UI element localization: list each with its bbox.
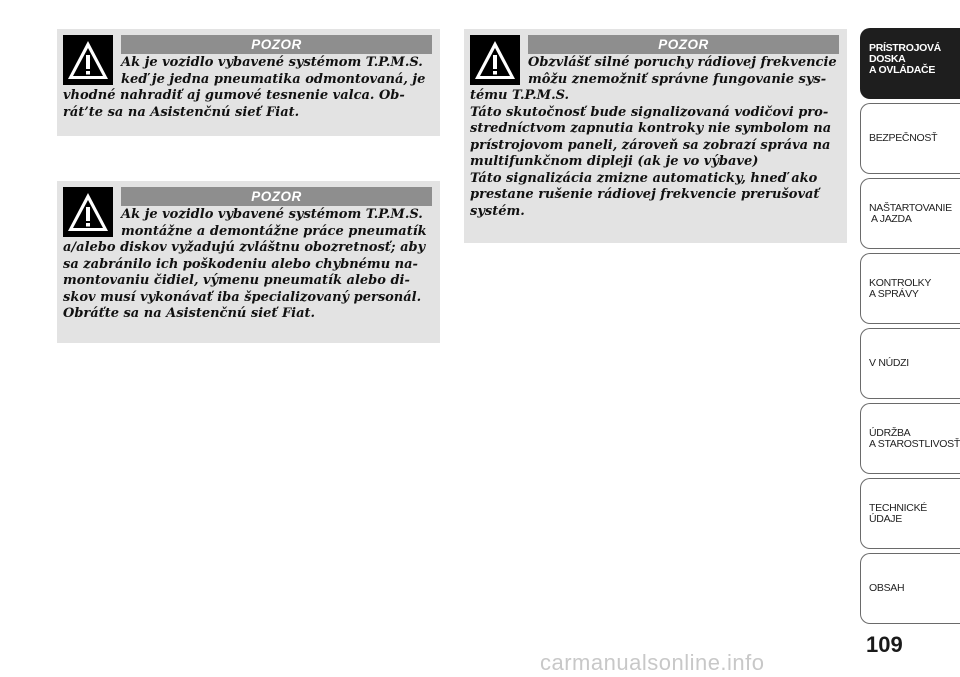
- warning-line: Táto signalizácia zmizne automaticky, hneď ako: [470, 170, 818, 186]
- tab-label: A OVLÁDAČE: [869, 64, 936, 76]
- tab-label: A JAZDA: [869, 212, 912, 225]
- tab-obsah[interactable]: [860, 553, 960, 624]
- warning-line: multifunkčnom dipleji (ak je vo výbave): [470, 154, 759, 169]
- tab-bezpecnost[interactable]: [860, 103, 960, 174]
- warning-box-3: [464, 29, 847, 243]
- warning-line: montážne a demontážne práce pneumatík: [121, 223, 427, 239]
- tab-kontrolky[interactable]: [860, 253, 960, 324]
- tab-label: OBSAH: [869, 582, 905, 594]
- tab-label: DOSKA: [869, 53, 906, 65]
- tab-nastartovanie[interactable]: [860, 178, 960, 249]
- tab-label: A STAROSTLIVOSŤ: [869, 437, 960, 450]
- warning-box-1: [57, 29, 440, 136]
- warning-line: skov musí vykonávať iba špecializovaný personál.: [63, 289, 422, 305]
- warning-first-line: Ak je vozidlo vybavené systémom T.P.M.S.: [121, 55, 423, 70]
- tab-label: PRÍSTROJOVÁ: [869, 42, 941, 54]
- warning-first-line: Ak je vozidlo vybavené systémom T.P.M.S.: [121, 207, 423, 222]
- tab-label: BEZPEČNOSŤ: [869, 132, 938, 144]
- watermark: carmanualsonline.info: [540, 650, 765, 675]
- tab-label: KONTROLKY: [869, 276, 932, 289]
- tab-v-nudzi[interactable]: [860, 328, 960, 399]
- warning-line: sa zabránilo ich poškodeniu alebo chybnému na-: [63, 256, 418, 272]
- tab-label: V NÚDZI: [869, 357, 909, 369]
- page-number: 109: [866, 632, 903, 657]
- warning-text: [470, 55, 841, 220]
- warning-line: rát’te sa na Asistenčnú sieť Fiat.: [63, 104, 300, 120]
- warning-heading: POZOR: [528, 35, 839, 54]
- tab-label: A SPRÁVY: [869, 287, 919, 300]
- warning-line: vhodné nahradiť aj gumové tesnenie valca. Ob-: [63, 88, 405, 103]
- warning-first-line: Obzvlášť silné poruchy rádiovej frekvencie: [528, 55, 837, 70]
- warning-line: montovaniu čidiel, výmenu pneumatík alebo di-: [63, 273, 410, 288]
- tab-udrzba[interactable]: [860, 403, 960, 474]
- warning-line: prestane rušenie rádiovej frekvencie prerušovať: [470, 187, 820, 202]
- warning-text: [63, 207, 434, 323]
- warning-heading: POZOR: [121, 187, 432, 206]
- warning-line: Táto skutočnosť bude signalizovaná vodičovi pro-: [470, 104, 829, 120]
- tab-label: ÚDRŽBA: [869, 426, 911, 439]
- warning-line: môžu znemožniť správne fungovanie sys-: [528, 71, 827, 87]
- warning-heading: POZOR: [121, 35, 432, 54]
- warning-box-2: [57, 181, 440, 343]
- tab-label: TECHNICKÉ ÚDAJE: [869, 501, 927, 525]
- warning-line: prístrojovom paneli, zároveň sa zobrazí správa na: [470, 137, 831, 153]
- warning-line: systém.: [470, 203, 525, 219]
- warning-line: tému T.P.M.S.: [470, 88, 570, 103]
- warning-line: stredníctvom zapnutia kontroky nie symbolom na: [470, 121, 832, 136]
- tab-pristrojova-doska[interactable]: [860, 28, 960, 99]
- tab-technicke-udaje[interactable]: [860, 478, 960, 549]
- tab-label: NAŠTARTOVANIE: [869, 201, 952, 214]
- warning-line: keď je jedna pneumatika odmontovaná, je: [121, 71, 426, 87]
- warning-text: [63, 55, 434, 121]
- warning-line: a/alebo diskov vyžadujú zvláštnu obozretnosť; aby: [63, 240, 426, 255]
- warning-line: Obráťte sa na Asistenčnú sieť Fiat.: [63, 306, 316, 321]
